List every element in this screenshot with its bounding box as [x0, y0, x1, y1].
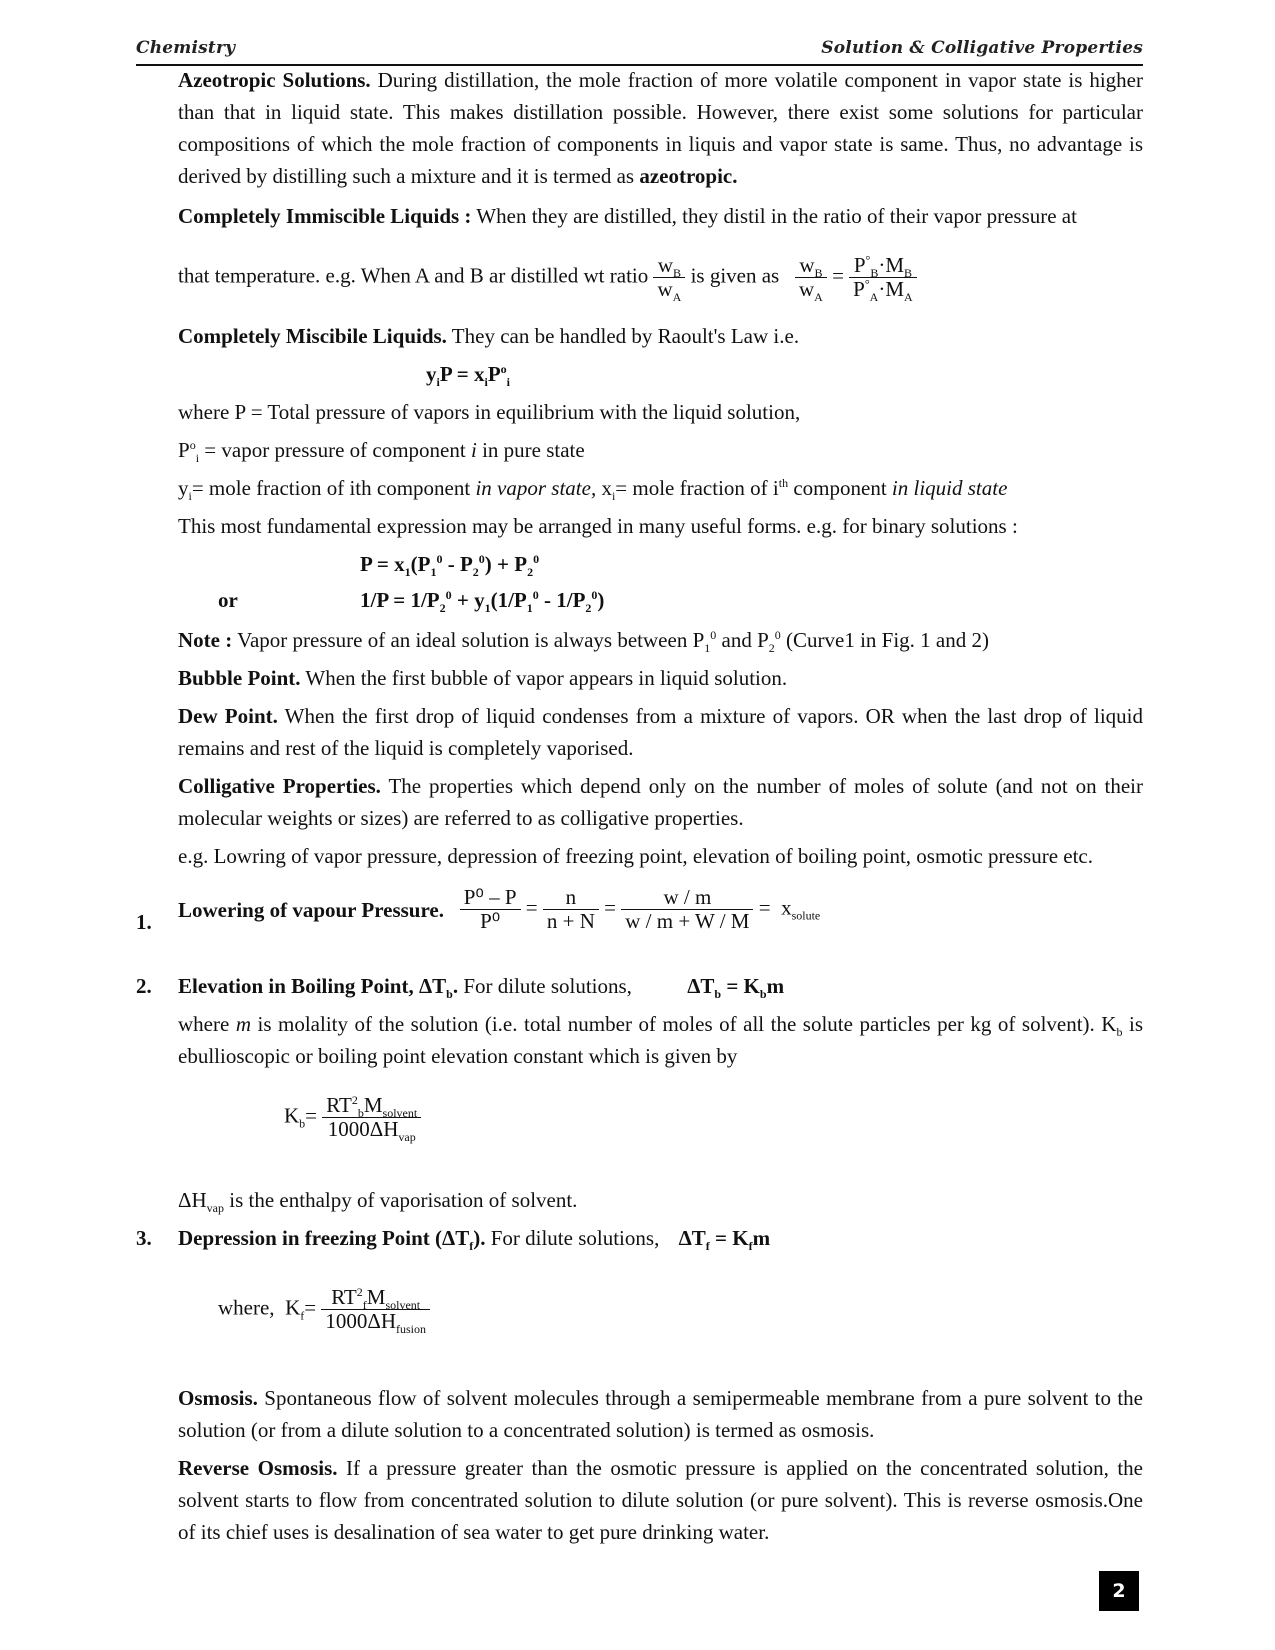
- bubble-point-line: Bubble Point. When the first bubble of vapor appears in liquid solution.: [178, 666, 788, 690]
- or-label: or: [218, 588, 238, 612]
- page-number: 2: [1099, 1571, 1139, 1611]
- reverse-osmosis-paragraph: Reverse Osmosis. If a pressure greater than the osmotic pressure is applied on the concentrated solution, the solvent starts to flow from concentrated solution to dilute solution (or pure solvent). This is reverse osmosis.One of its chief uses is desalination of sea water to get pure drinking water.: [178, 1456, 1143, 1544]
- binary-formula-1: $P = x_1(P_1^0 - P_2^0) + P_2^0$: [360, 552, 540, 580]
- yi-xi-line: $y_i=$ mole fraction of ith component in vapor state, $x_i=$ mole fraction of $i^{th}$ component in liquid state: [178, 476, 1008, 504]
- molality-paragraph: where m is molality of the solution (i.e. total number of moles of all the solute particles per kg of solvent). $K_b$ is ebullioscopic or boiling point elevation constant which is given by: [178, 1012, 1143, 1068]
- page-header: [136, 38, 1143, 66]
- colligative-examples: e.g. Lowring of vapor pressure, depression of freezing point, elevation of boiling point, osmotic pressure etc.: [178, 844, 1094, 868]
- azeotropic-paragraph: [178, 64, 1143, 192]
- bubble-title: Bubble Point.: [178, 666, 301, 690]
- immiscible-text: When they are distilled, they distil in the ratio of their vapor pressure at: [471, 204, 1077, 228]
- pio-line: $P^o_i$ = vapor pressure of component i in pure state: [178, 438, 585, 466]
- miscible-text: They can be handled by Raoult's Law i.e.: [446, 324, 800, 348]
- raoult-law-formula: $y_iP = x_iP^o_i$: [426, 362, 510, 390]
- header-chapter: Solution & Colligative Properties: [821, 38, 1143, 58]
- dew-title: Dew Point.: [178, 704, 278, 728]
- note-title: Note :: [178, 628, 233, 652]
- enthalpy-vap-line: $\Delta H_{vap}$ is the enthalpy of vaporisation of solvent.: [178, 1188, 578, 1216]
- item-2-elevation-boiling-point: 2. Elevation in Boiling Point, $\Delta T_b$. For dilute solutions, $\Delta T_b = K_bm$: [178, 970, 784, 1002]
- wb-wa-fraction: $\frac{w_B}{w_A}$: [795, 254, 827, 301]
- colligative-paragraph: Colligative Properties. The properties which depend only on the number of moles of solute (and not on their molecular weights or sizes) are referred to as colligative properties.: [178, 774, 1143, 830]
- note-line: Note : Vapor pressure of an ideal solution is always between $P_1^0$ and $P_2^0$ (Curve1 in Fig. 1 and 2): [178, 628, 989, 656]
- miscible-title: Completely Miscibile Liquids.: [178, 324, 447, 348]
- immiscible-title: Completely Immiscible Liquids :: [178, 204, 472, 228]
- osmosis-title: Osmosis.: [178, 1386, 258, 1410]
- reverse-osmosis-title: Reverse Osmosis.: [178, 1456, 338, 1480]
- fundamental-line: This most fundamental expression may be arranged in many useful forms. e.g. for binary solutions :: [178, 514, 1018, 538]
- where-p-line: where P = Total pressure of vapors in equilibrium with the liquid solution,: [178, 400, 801, 424]
- vapor-pressure-ratio-fraction: $\frac{P^\circ_B\cdot M_B}{P^\circ_A\cdot M_A}$: [849, 254, 917, 301]
- azeotropic-term: azeotropic.: [639, 164, 738, 188]
- wt-ratio-fraction: $\frac{w_B}{w_A}$: [653, 254, 685, 301]
- azeotropic-text: During distillation, the mole fraction of more volatile component in vapor state is higher than that in liquid state. This makes distillation possible. However, there exist some solutions for particular compositions of which the mole fraction of components in liquis and vapor state is same. Thus, no advantage is derived by distilling such a mixture and it is termed as: [178, 68, 1143, 188]
- item-1-number: 1.: [136, 910, 152, 934]
- item-1-lowering-vapour-pressure: 1. Lowering of vapour Pressure. $\frac{\text{P⁰ – P}}{\text{P⁰}}$ = $\frac{n}{n + N}$ = $\frac{w / m}{w / m + W / M}$ = $x_{solute}$: [178, 886, 820, 933]
- header-subject: Chemistry: [136, 38, 236, 58]
- immiscible-paragraph: [178, 200, 1143, 232]
- item-3-number: 3.: [136, 1226, 152, 1250]
- kf-formula: where, $K_f=$ $\frac{RT^2_fM_{solvent}}{1000\Delta H_{fusion}}$: [218, 1286, 430, 1333]
- dew-point-paragraph: Dew Point. When the first drop of liquid condenses from a mixture of vapors. OR when the last drop of liquid remains and rest of the liquid is completely vaporised.: [178, 704, 1143, 760]
- binary-formula-2: $1/P = 1/P_2^0 + y_1(1/P_1^0 - 1/P_2^0)$: [360, 588, 605, 616]
- equals-sign: =: [832, 263, 844, 288]
- azeotropic-title: Azeotropic Solutions.: [178, 68, 371, 92]
- given-as-text: is given as: [690, 263, 780, 288]
- kb-formula: $K_b=$ $\frac{RT^2_bM_{solvent}}{1000\Delta H_{vap}}$: [284, 1094, 421, 1141]
- immiscible-line2: that temperature. e.g. When A and B ar distilled wt ratio: [178, 263, 649, 288]
- item-1-title: Lowering of vapour Pressure.: [178, 897, 444, 922]
- osmosis-paragraph: Osmosis. Spontaneous flow of solvent molecules through a semipermeable membrane from a pure solvent to the solution (or from a dilute solution to a concentrated solution) is termed as osmosis.: [178, 1386, 1143, 1442]
- immiscible-formula-line: [178, 253, 917, 305]
- item-3-depression-freezing-point: 3. Depression in freezing Point $(\Delta T_f)$. For dilute solutions, $\Delta T_f = K_fm$: [178, 1222, 770, 1254]
- miscible-paragraph: [178, 320, 1143, 352]
- item-2-number: 2.: [136, 974, 152, 998]
- colligative-title: Colligative Properties.: [178, 774, 381, 798]
